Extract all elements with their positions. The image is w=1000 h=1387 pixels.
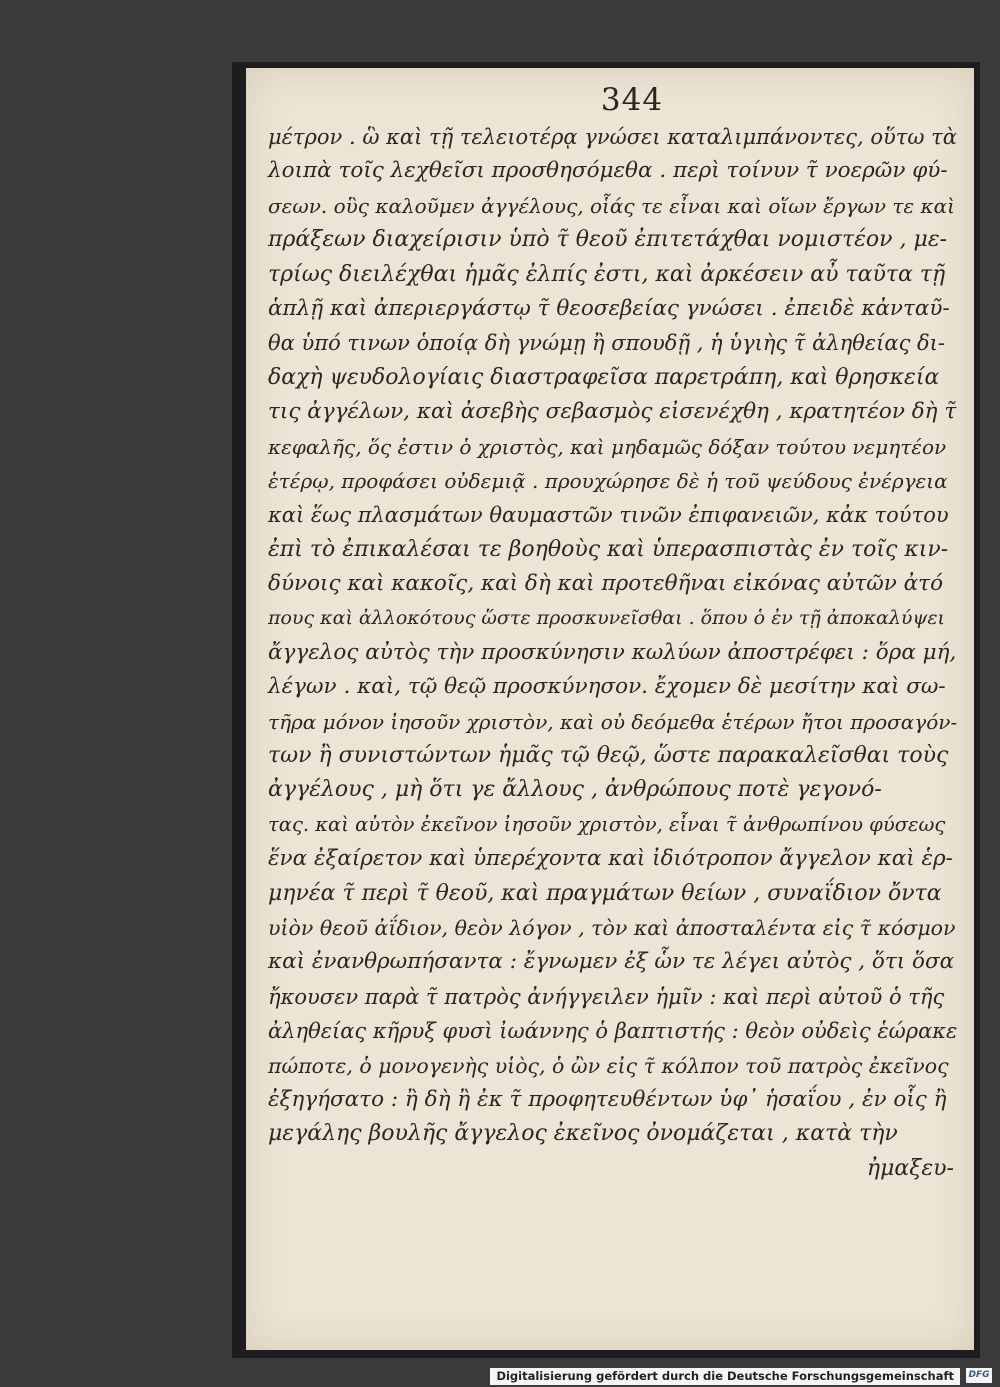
- text-line: ἕνα ἐξαίρετον καὶ ὑπερέχοντα καὶ ἰδιότροπον ἄγγελον καὶ ἑρ-: [268, 846, 953, 872]
- text-line: τῆρα μόνον ἰησοῦν χριστὸν, καὶ οὐ δεόμεθα ἑτέρων ἤτοι προσαγόν-: [268, 709, 958, 734]
- text-line: πώποτε, ὁ μονογενὴς υἱὸς, ὁ ὢν εἰς τ̃ κόλπον τοῦ πατρὸς ἐκεῖνος: [268, 1053, 949, 1078]
- text-line: καὶ ἐνανθρωπήσαντα : ἔγνωμεν ἐξ ὧν τε λέγει αὐτὸς , ὅτι ὅσα: [268, 949, 955, 975]
- text-line: ἀληθείας κῆρυξ φυσὶ ἰωάννης ὁ βαπτιστής : θεὸν οὐδεὶς ἑώρακε: [268, 1019, 958, 1044]
- text-line: λοιπὰ τοῖς λεχθεῖσι προσθησόμεθα . περὶ τοίνυν τ̃ νοερῶν φύ-: [268, 158, 948, 184]
- text-line: καὶ ἕως πλασμάτων θαυμαστῶν τινῶν ἐπιφανειῶν, κἀκ τούτου: [268, 503, 949, 528]
- page-number: 344: [600, 82, 664, 118]
- text-line: τις ἀγγέλων, καὶ ἀσεβὴς σεβασμὸς εἰσενέχθη , κρατητέον δὴ τ̃: [268, 399, 957, 425]
- text-line: ἐξηγήσατο : ἢ δὴ ἢ ἐκ τ̃ προφητευθέντων ὑφ᾽ ἡσαΐου , ἐν οἷς ἢ: [268, 1086, 947, 1112]
- book-page: [246, 68, 974, 1350]
- digitization-credit: Digitalisierung gefördert durch die Deutsche Forschungsgemeinschaft: [490, 1368, 960, 1385]
- text-line: των ἢ συνιστώντων ἡμᾶς τῷ θεῷ, ὥστε παρακαλεῖσθαι τοὺς: [268, 743, 949, 769]
- text-line: ἀγγέλους , μὴ ὅτι γε ἄλλους , ἀνθρώπους ποτὲ γεγονό-: [268, 777, 882, 803]
- catchword: ἠμαξευ-: [866, 1155, 954, 1181]
- text-line: πράξεων διαχείρισιν ὑπὸ τ̃ θεοῦ ἐπιτετάχθαι νομιστέον , με-: [268, 227, 948, 253]
- text-block: [268, 120, 958, 1186]
- text-line: ἤκουσεν παρὰ τ̃ πατρὸς ἀνήγγειλεν ἡμῖν : καὶ περὶ αὐτοῦ ὁ τῆς: [268, 984, 945, 1009]
- text-line: μηνέα τ̃ περὶ τ̃ θεοῦ, καὶ πραγμάτων θείων , συναΐδιον ὄντα: [268, 880, 942, 906]
- text-line: ἑτέρῳ, προφάσει οὐδεμιᾷ . προυχώρησε δὲ ἡ τοῦ ψεύδους ἐνέργεια: [268, 468, 948, 493]
- text-line: τας. καὶ αὐτὸν ἐκεῖνον ἰησοῦν χριστὸν, εἶναι τ̃ ἀνθρωπίνου φύσεως: [268, 812, 946, 836]
- text-line: κεφαλῆς, ὅς ἐστιν ὁ χριστὸς, καὶ μηδαμῶς δόξαν τούτου νεμητέον: [268, 434, 947, 459]
- text-line: ἁπλῇ καὶ ἀπεριεργάστῳ τ̃ θεοσεβείας γνώσει . ἐπειδὲ κἀνταῦ-: [268, 295, 950, 321]
- text-line: υἱὸν θεοῦ ἀΐδιον, θεὸν λόγον , τὸν καὶ ἀποσταλέντα εἰς τ̃ κόσμον: [268, 915, 956, 940]
- text-line: πους καὶ ἀλλοκότους ὥστε προσκυνεῖσθαι . ὅπου ὁ ἐν τῇ ἀποκαλύψει: [268, 607, 945, 630]
- text-line: σεων. οὓς καλοῦμεν ἀγγέλους, οἷάς τε εἶναι καὶ οἵων ἔργων τε καὶ: [268, 193, 955, 218]
- text-line: θα ὑπό τινων ὁποίᾳ δὴ γνώμῃ ἢ σπουδῇ , ἡ ὑγιὴς τ̃ ἀληθείας δι-: [268, 331, 945, 356]
- text-line: τρίως διειλέχθαι ἡμᾶς ἐλπίς ἐστι, καὶ ἀρκέσειν αὖ ταῦτα τῇ: [268, 261, 946, 287]
- text-line: μέτρον . ὣ καὶ τῇ τελειοτέρᾳ γνώσει καταλιμπάνοντες, οὕτω τὰ: [268, 125, 957, 149]
- text-line: δύνοις καὶ κακοῖς, καὶ δὴ καὶ προτεθῆναι εἰκόνας αὐτῶν ἀτό: [268, 571, 944, 597]
- text-line: δαχὴ ψευδολογίαις διαστραφεῖσα παρετράπη, καὶ θρησκεία: [268, 364, 940, 390]
- text-line: λέγων . καὶ, τῷ θεῷ προσκύνησον. ἔχομεν δὲ μεσίτην καὶ σω-: [268, 674, 946, 700]
- text-line: ἄγγελος αὐτὸς τὴν προσκύνησιν κωλύων ἀποστρέφει : ὅρα μή,: [268, 639, 957, 665]
- footer-bar: [0, 1365, 1000, 1387]
- text-line: μεγάλης βουλῆς ἄγγελος ἐκεῖνος ὀνομάζεται , κατὰ τὴν: [268, 1121, 898, 1147]
- dfg-logo-icon: DFG: [966, 1368, 992, 1383]
- text-line: ἐπὶ τὸ ἐπικαλέσαι τε βοηθοὺς καὶ ὑπερασπιστὰς ἐν τοῖς κιν-: [268, 536, 949, 562]
